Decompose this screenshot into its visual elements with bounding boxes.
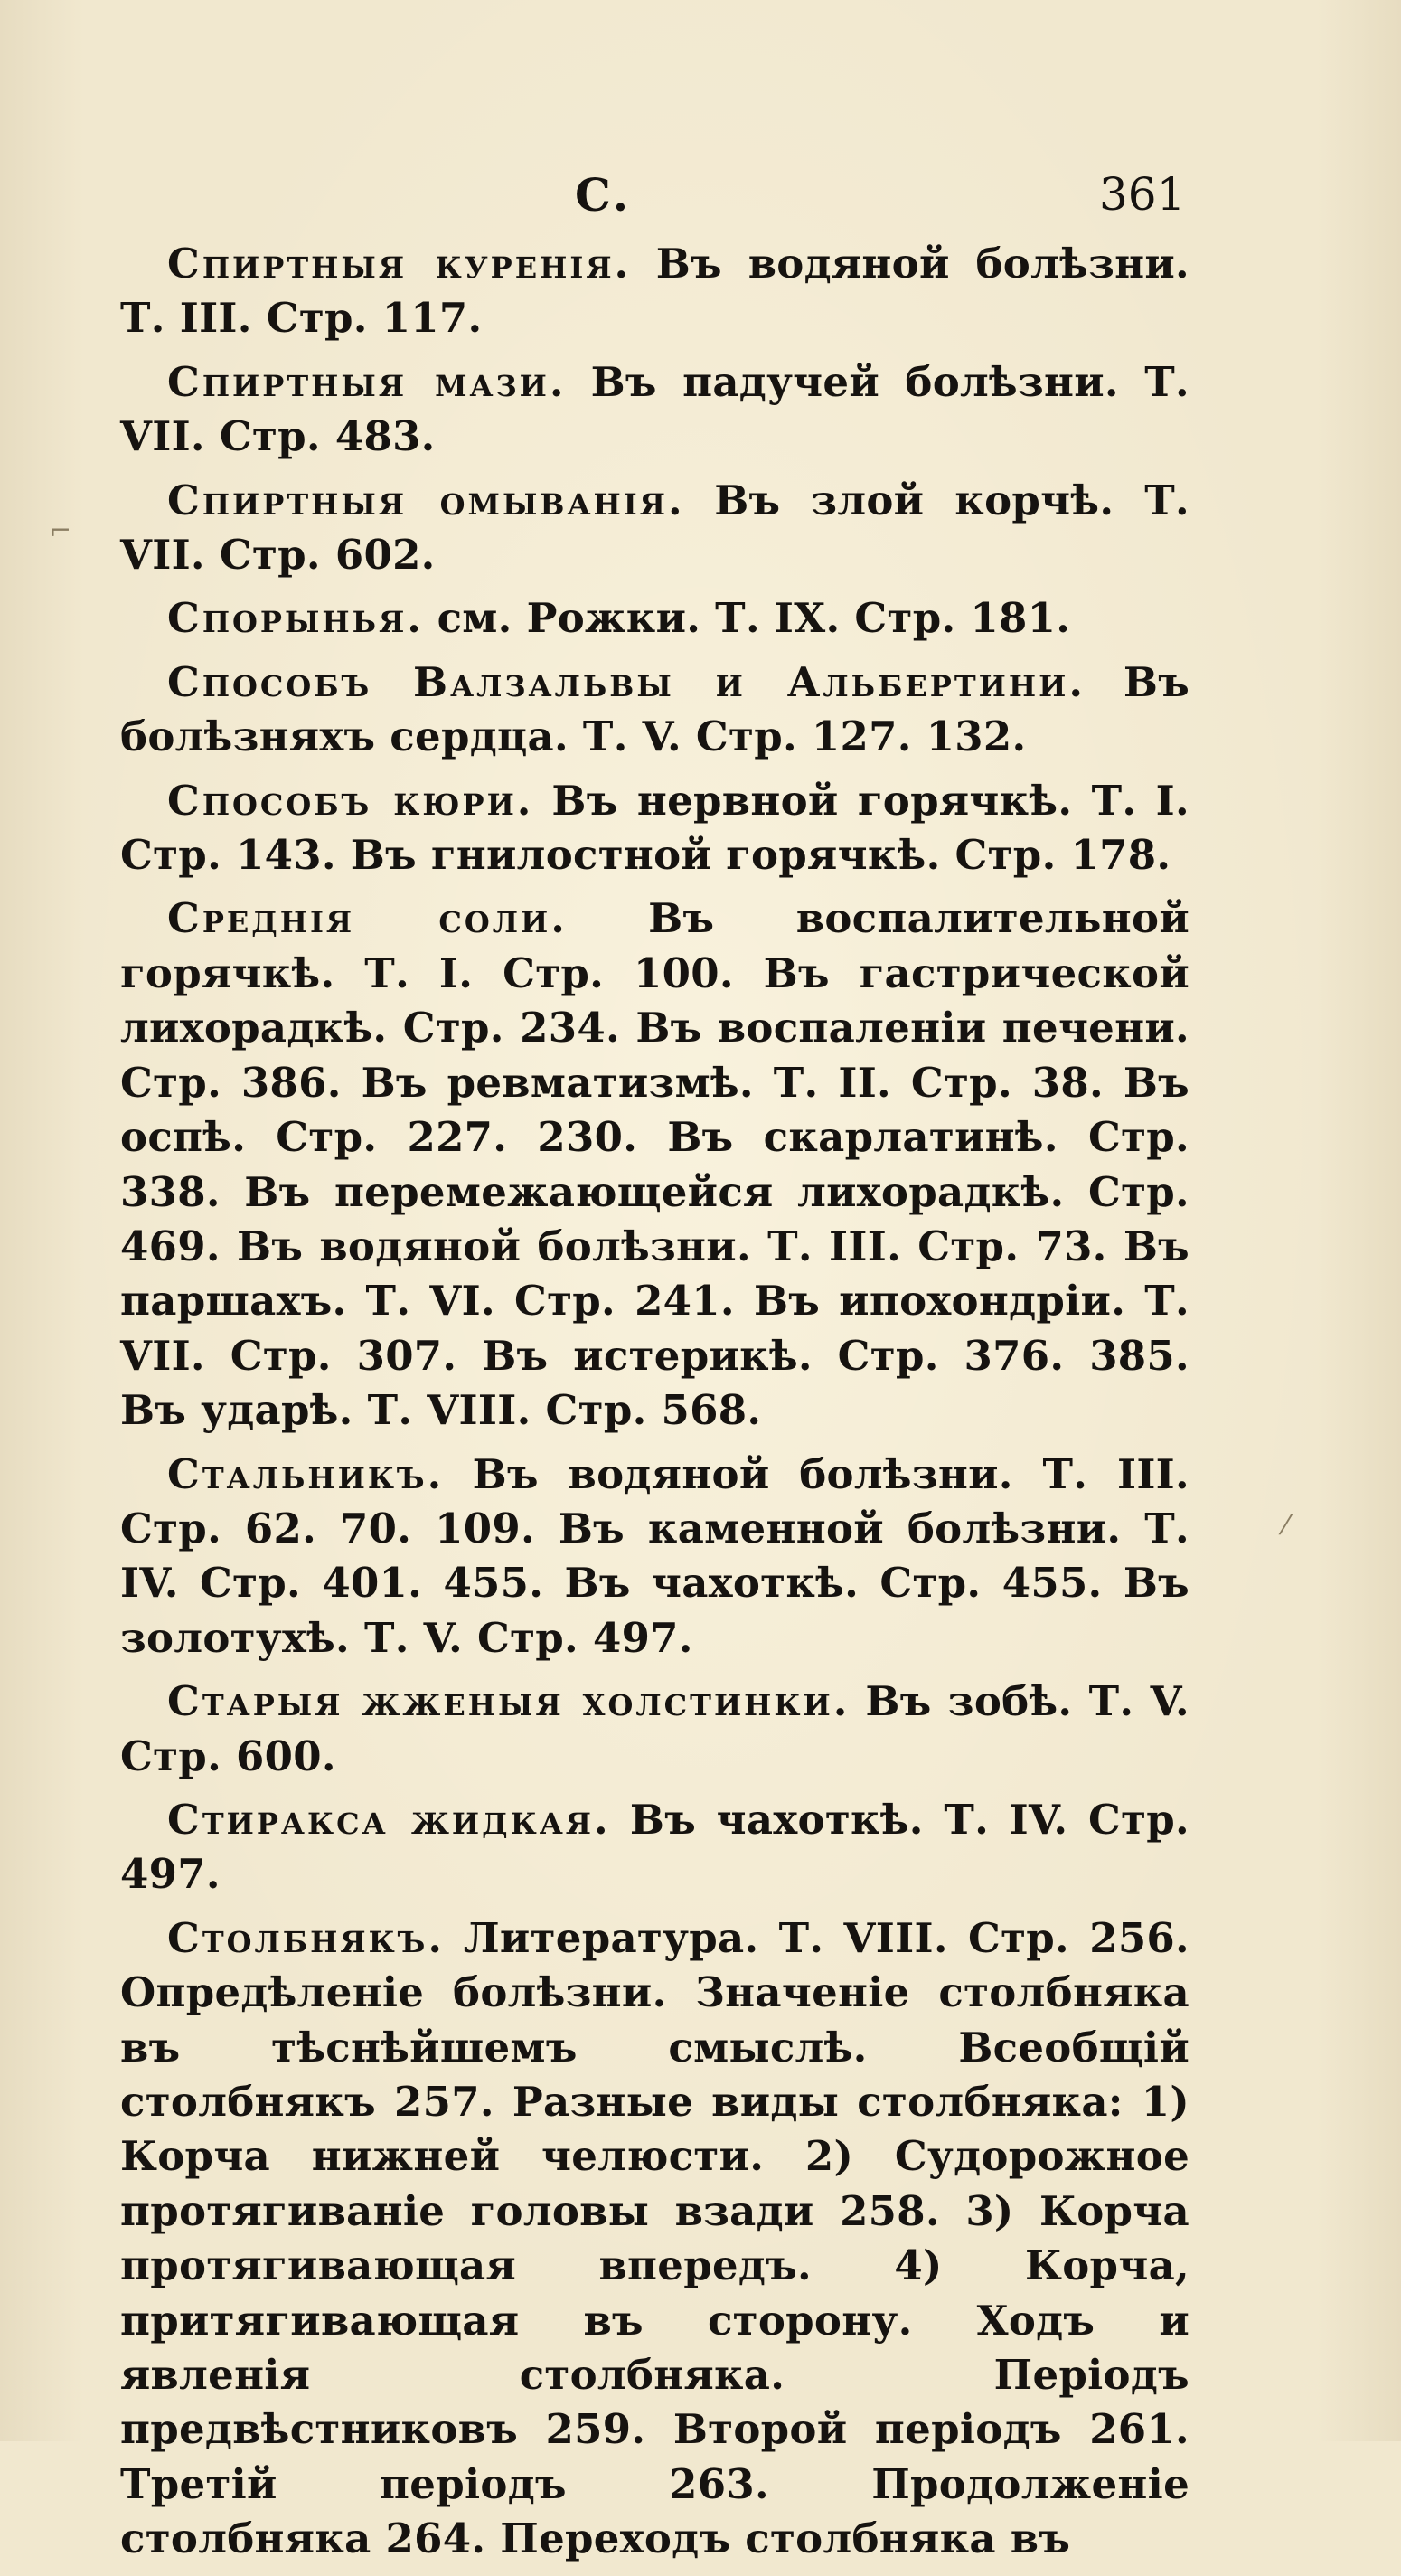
entry-heading: Среднія соли. — [167, 894, 568, 943]
entry-text: Въ болѣзняхъ сердца. Т. V. Стр. 127. 132. — [120, 657, 1190, 761]
entry-text: Въ злой корчѣ. Т. VII. Стр. 602. — [120, 476, 1189, 580]
index-entry — [120, 237, 1189, 346]
entry-heading: Спиртныя мази. — [167, 357, 567, 406]
index-entry — [120, 591, 1189, 646]
index-entry — [120, 774, 1189, 883]
entry-heading: Стальникъ. — [167, 1449, 445, 1498]
entry-text: см. Рожки. Т. IX. Стр. 181. — [437, 594, 1071, 643]
index-entry — [120, 1793, 1189, 1902]
entry-heading: Способъ Валзальвы и Альбертини. — [167, 657, 1086, 706]
index-entry — [120, 1911, 1189, 2567]
index-entry — [120, 1675, 1189, 1784]
index-entry — [120, 892, 1189, 1438]
entry-text: Въ водяной болѣзни. Т. III. Стр. 62. 70. 109. Въ каменной болѣзни. Т. IV. Стр. 401. 455. Въ чахоткѣ. Стр. 455. Въ золотухѣ. Т. V. Стр. 497. — [120, 1449, 1189, 1662]
page-header — [0, 168, 1401, 231]
index-entries — [120, 237, 1189, 2576]
entry-heading: Спиртныя куренія. — [167, 240, 632, 288]
index-entry — [120, 1448, 1189, 1666]
entry-heading: Старыя жженыя холстинки. — [167, 1677, 851, 1726]
entry-text: Литература. Т. VIII. Стр. 256. Опредѣленіе болѣзни. Значеніе столбняка въ тѣснѣйшемъ смыслѣ. Всеобщій столбнякъ 257. Разные виды столбняка: 1) Корча нижней челюсти. 2) Судорожное протягиваніе головы взади 258. 3) Корча протягивающая впередъ. 4) Корча, притягивающая въ сторону. Ходъ и явленія столбняка. Періодъ предвѣстниковъ 259. Второй періодъ 261. Третій періодъ 263. Продолженіе столбняка 264. Переходъ столбняка въ — [120, 1913, 1190, 2563]
margin-mark: ⌐ — [49, 515, 72, 547]
index-entry — [120, 656, 1189, 765]
entry-heading: Способъ кюри. — [167, 776, 534, 825]
entry-heading: Спорынья. — [167, 594, 424, 643]
entry-heading: Столбнякъ. — [167, 1913, 445, 1962]
entry-text: Въ зобѣ. Т. V. Стр. 600. — [120, 1677, 1189, 1780]
entry-text: Въ водяной болѣзни. Т. III. Стр. 117. — [120, 240, 1189, 343]
page-number: 361 — [1099, 168, 1186, 221]
index-entry — [120, 474, 1189, 583]
margin-mark: ⁄ — [1283, 1510, 1289, 1542]
entry-text: Въ чахоткѣ. Т. IV. Стр. 497. — [120, 1795, 1189, 1899]
section-letter: С. — [575, 168, 631, 222]
entry-heading: Спиртныя омыванія. — [167, 476, 685, 524]
entry-text: Въ нервной горячкѣ. Т. I. Стр. 143. Въ гнилостной горячкѣ. Стр. 178. — [120, 776, 1189, 880]
entry-text: Въ воспалительной горячкѣ. Т. I. Стр. 100. Въ гастрической лихорадкѣ. Стр. 234. Въ воспаленіи печени. Стр. 386. Въ ревматизмѣ. Т. II. Стр. 38. Въ оспѣ. Стр. 227. 230. Въ скарлатинѣ. Стр. 338. Въ перемежающейся лихорадкѣ. Стр. 469. Въ водяной болѣзни. Т. III. Стр. 73. Въ паршахъ. Т. VI. Стр. 241. Въ ипохондріи. Т. VII. Стр. 307. Въ истерикѣ. Стр. 376. 385. Въ ударѣ. Т. VIII. Стр. 568. — [120, 894, 1189, 1435]
index-entry — [120, 355, 1189, 465]
entry-heading: Стиракса жидкая. — [167, 1795, 611, 1844]
entry-text: Въ падучей болѣзни. Т. VII. Стр. 483. — [120, 357, 1189, 461]
